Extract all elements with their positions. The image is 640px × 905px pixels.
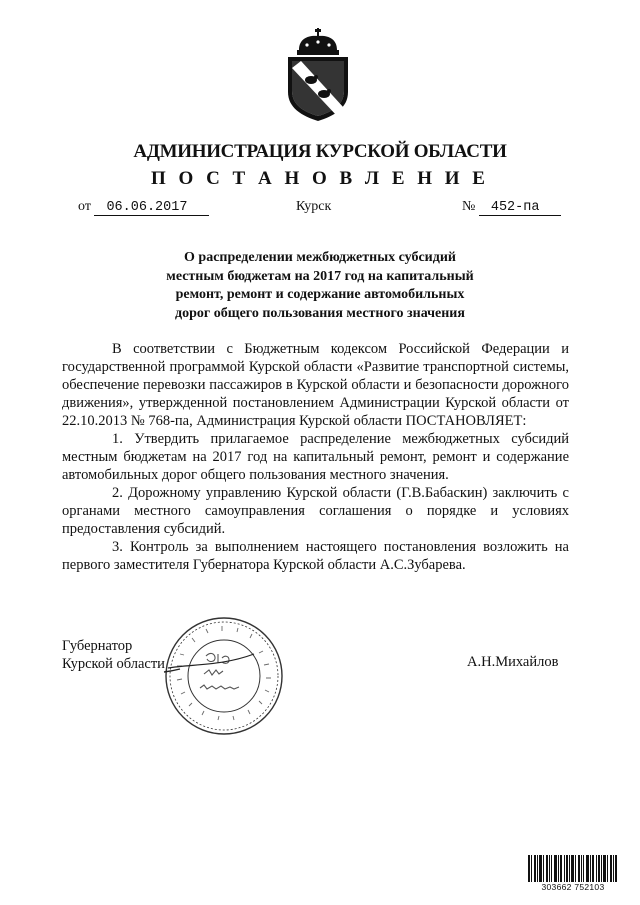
- document-date: [78, 199, 209, 216]
- document-type-title: П О С Т А Н О В Л Е Н И Е: [151, 168, 489, 189]
- document-subject: [100, 249, 540, 323]
- preamble-paragraph: В соответствии с Бюджетным кодексом Российской Федерации и государственной программой Курской области «Развитие транспортной системы, обеспечение перевозки пассажиров в Курской области и безопасности дорожного движения», утвержденной постановлением Администрации Курской области от 22.10.2013 № 768-па, Администрация Курской области ПОСТАНОВЛЯЕТ:: [62, 341, 569, 429]
- subject-line: О распределении межбюджетных субсидий: [184, 250, 456, 265]
- clause-1-paragraph: 1. Утвердить прилагаемое распределение межбюджетных субсидий местным бюджетам на 2017 год на капитальный ремонт, ремонт и содержание автомобильных дорог общего пользования местного значения.: [62, 431, 569, 483]
- clause-3-paragraph: 3. Контроль за выполнением настоящего постановления возложить на первого заместителя Губернатора Курской области А.С.Зубарева.: [62, 539, 569, 573]
- number-value: 452-па: [479, 200, 562, 216]
- coat-of-arms-icon: [279, 28, 357, 122]
- subject-line: дорог общего пользования местного значения: [175, 305, 465, 321]
- number-prefix: №: [462, 199, 476, 214]
- signatory-position: [62, 637, 165, 673]
- position-line: Губернатор: [62, 638, 133, 654]
- clause-2-paragraph: 2. Дорожному управлению Курской области (Г.В.Бабаскин) заключить с органами местного самоуправления соглашения о порядке и условиях предоставления субсидий.: [62, 485, 569, 537]
- official-stamp-icon: [162, 614, 286, 738]
- barcode-number: 303662 752103: [528, 882, 618, 893]
- subject-line: местным бюджетам на 2017 год на капитальный: [166, 268, 474, 284]
- date-value: 06.06.2017: [94, 200, 209, 216]
- date-prefix: от: [78, 199, 91, 214]
- document-city: Курск: [296, 199, 332, 214]
- document-number: [462, 199, 561, 216]
- subject-line: ремонт, ремонт и содержание автомобильных: [175, 287, 465, 302]
- position-line: Курской области: [62, 656, 165, 672]
- document-body: [62, 340, 569, 574]
- signatory-name: А.Н.Михайлов: [467, 654, 559, 670]
- organization-title: АДМИНИСТРАЦИЯ КУРСКОЙ ОБЛАСТИ: [133, 141, 507, 162]
